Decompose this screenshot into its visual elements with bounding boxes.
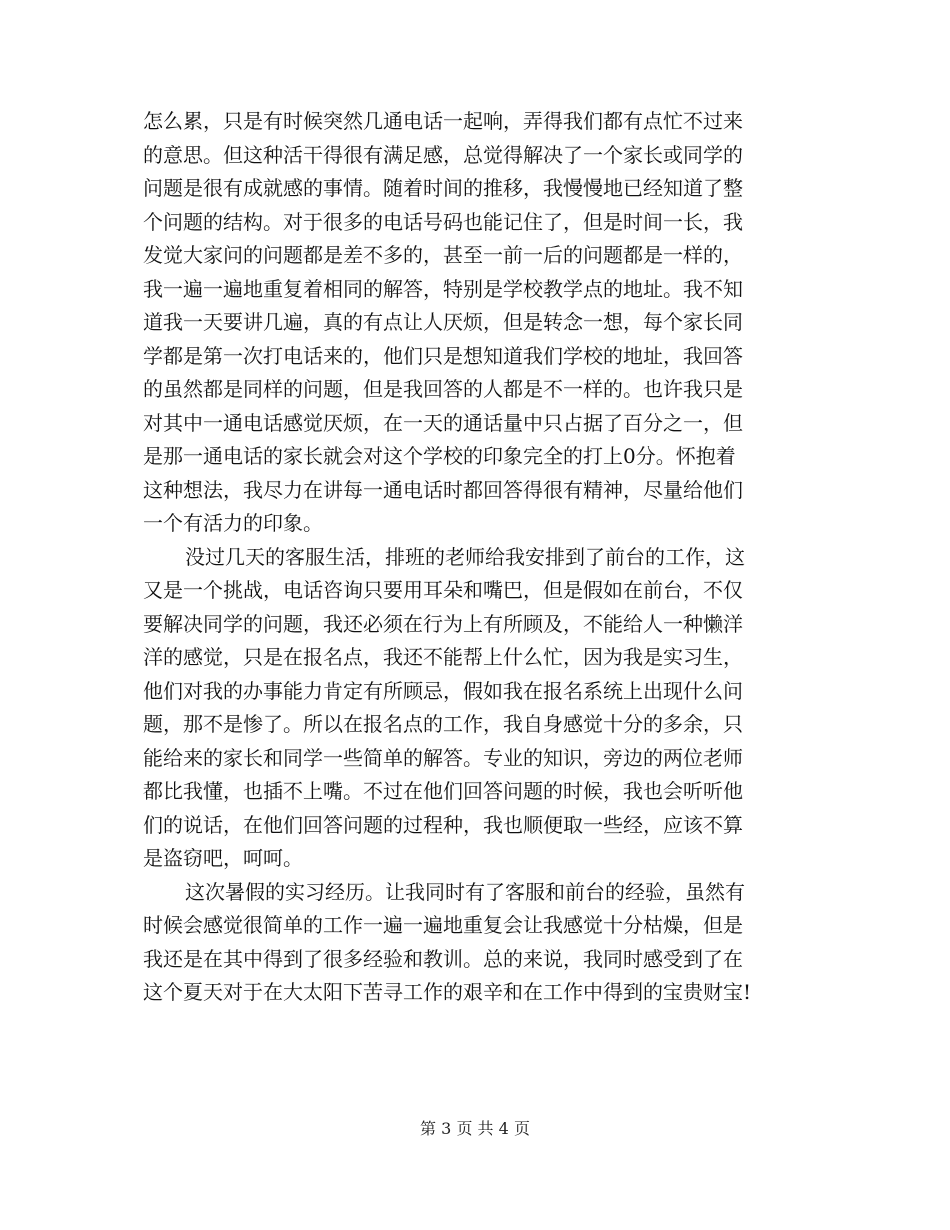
- text-line: 发觉大家问的问题都是差不多的，甚至一前一后的问题都是一样的，: [143, 243, 743, 267]
- text-line: 一个有活力的印象。: [143, 511, 323, 535]
- text-line: 时候会感觉很简单的工作一遍一遍地重复会让我感觉十分枯燥，但是: [143, 913, 743, 937]
- text-line: 这种想法，我尽力在讲每一通电话时都回答得很有精神，尽量给他们: [143, 477, 743, 502]
- footer-current-page: 3: [441, 1119, 452, 1138]
- body-text: [143, 105, 811, 1010]
- footer-page-word: 页: [456, 1119, 473, 1138]
- footer-suffix: 页: [513, 1119, 530, 1138]
- text-line: 他们对我的办事能力肯定有所顾忌，假如我在报名系统上出现什么问: [143, 678, 743, 703]
- text-line: 的虽然都是同样的问题，但是我回答的人都是不一样的。也许我只是: [143, 377, 743, 401]
- text-line: 又是一个挑战，电话咨询只要用耳朵和嘴巴，但是假如在前台，不仅: [143, 578, 743, 602]
- text-line: 要解决同学的问题，我还必须在行为上有所顾及，不能给人一种懒洋: [143, 611, 743, 636]
- page-footer: [0, 1118, 950, 1140]
- text-line: 是盗窃吧，呵呵。: [143, 846, 303, 870]
- text-line: 这个夏天对于在大太阳下苦寻工作的艰辛和在工作中得到的宝贵财宝!: [143, 980, 752, 1004]
- text-line: 对其中一通电话感觉厌烦，在一天的通话量中只占据了百分之一，但: [143, 410, 743, 435]
- text-line: 问题是很有成就感的事情。随着时间的推移，我慢慢地已经知道了整: [143, 176, 743, 200]
- text-line: 洋的感觉，只是在报名点，我还不能帮上什么忙，因为我是实习生，: [143, 645, 743, 669]
- text-line: 们的说话，在他们回答问题的过程种，我也顺便取一些经，应该不算: [143, 812, 743, 837]
- footer-prefix: 第: [420, 1119, 437, 1138]
- paragraph-start-line: 这次暑假的实习经历。让我同时有了客服和前台的经验，虽然有: [185, 879, 745, 904]
- footer-total-word: 共: [477, 1119, 494, 1138]
- text-line: 怎么累，只是有时候突然几通电话一起响，弄得我们都有点忙不过来: [143, 109, 743, 133]
- footer-total-pages: 4: [498, 1119, 509, 1138]
- paragraph-start-line: 没过几天的客服生活，排班的老师给我安排到了前台的工作，这: [185, 544, 745, 569]
- text-line: 是那一通电话的家长就会对这个学校的印象完全的打上0分。怀抱着: [143, 444, 736, 468]
- text-line: 我还是在其中得到了很多经验和教训。总的来说，我同时感受到了在: [143, 946, 743, 971]
- text-line: 个问题的结构。对于很多的电话号码也能记住了，但是时间一长，我: [143, 209, 743, 234]
- text-line: 我一遍一遍地重复着相同的解答，特别是学校教学点的地址。我不知: [143, 276, 743, 301]
- text-line: 道我一天要讲几遍，真的有点让人厌烦，但是转念一想，每个家长同: [143, 310, 743, 334]
- text-line: 题，那不是惨了。所以在报名点的工作，我自身感觉十分的多余，只: [143, 712, 743, 736]
- text-line: 学都是第一次打电话来的，他们只是想知道我们学校的地址，我回答: [143, 343, 743, 368]
- text-line: 的意思。但这种活干得很有满足感，总觉得解决了一个家长或同学的: [143, 142, 743, 167]
- text-line: 能给来的家长和同学一些简单的解答。专业的知识，旁边的两位老师: [143, 745, 743, 770]
- text-line: 都比我懂，也插不上嘴。不过在他们回答问题的时候，我也会听听他: [143, 779, 743, 803]
